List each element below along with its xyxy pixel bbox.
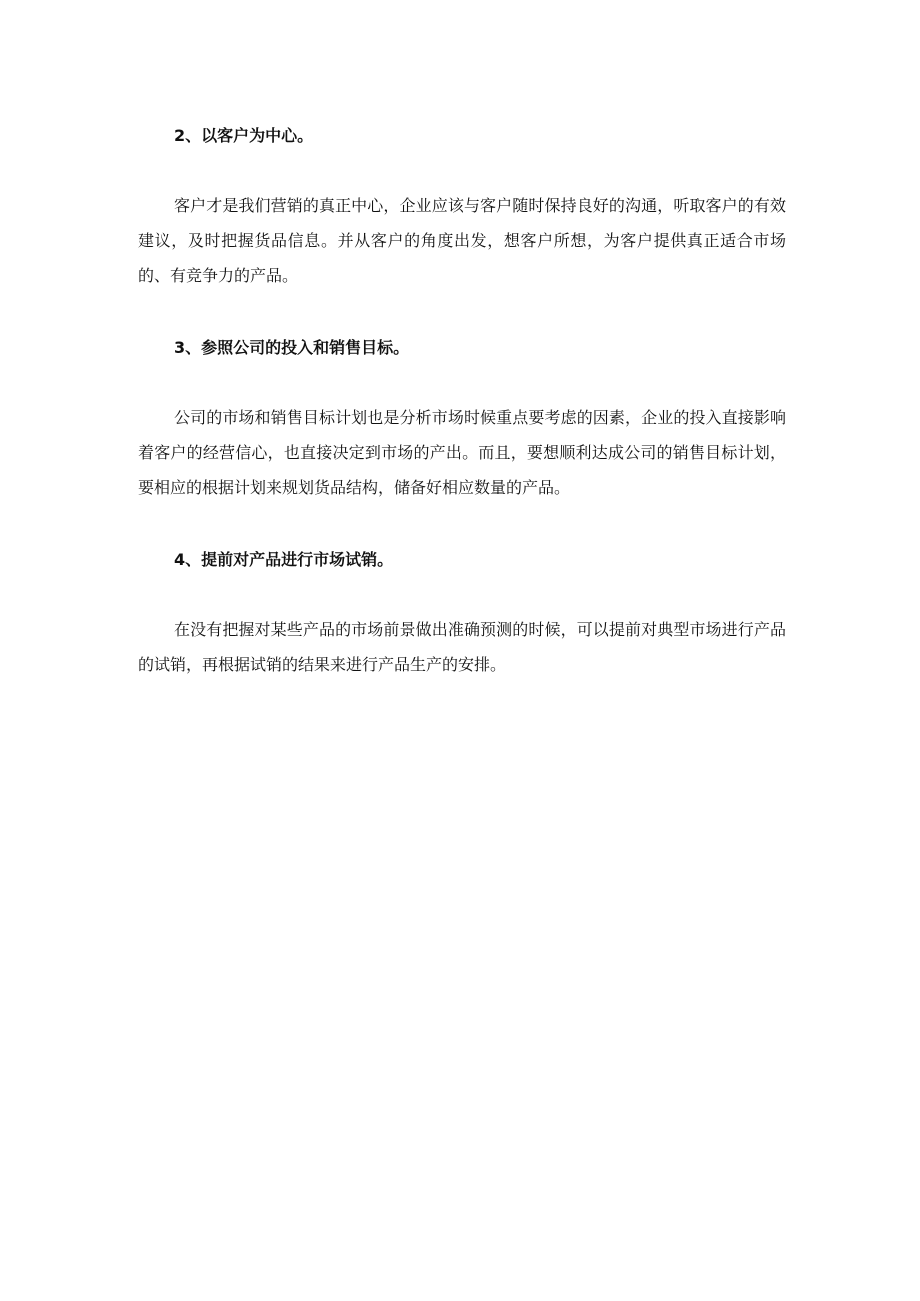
- section-heading-3: 3、参照公司的投入和销售目标。: [174, 338, 410, 357]
- spacer: [138, 154, 786, 188]
- spacer: [138, 578, 786, 612]
- spacer: [138, 505, 786, 542]
- section-heading-4: 4、提前对产品进行市场试销。: [174, 550, 394, 569]
- spacer: [138, 366, 786, 400]
- section-paragraph-4: 在没有把握对某些产品的市场前景做出准确预测的时候，可以提前对典型市场进行产品的试销，再根据试销的结果来进行产品生产的安排。: [138, 620, 786, 674]
- section-paragraph-3: 公司的市场和销售目标计划也是分析市场时候重点要考虑的因素，企业的投入直接影响着客户的经营信心，也直接决定到市场的产出。而且，要想顺利达成公司的销售目标计划，要相应的根据计划来规划货品结构，储备好相应数量的产品。: [138, 408, 786, 497]
- section-heading-2: 2、以客户为中心。: [174, 126, 314, 145]
- spacer: [138, 293, 786, 330]
- section-paragraph-2: 客户才是我们营销的真正中心，企业应该与客户随时保持良好的沟通，听取客户的有效建议，及时把握货品信息。并从客户的角度出发，想客户所想，为客户提供真正适合市场的、有竞争力的产品。: [138, 196, 786, 285]
- document-body: [138, 118, 786, 682]
